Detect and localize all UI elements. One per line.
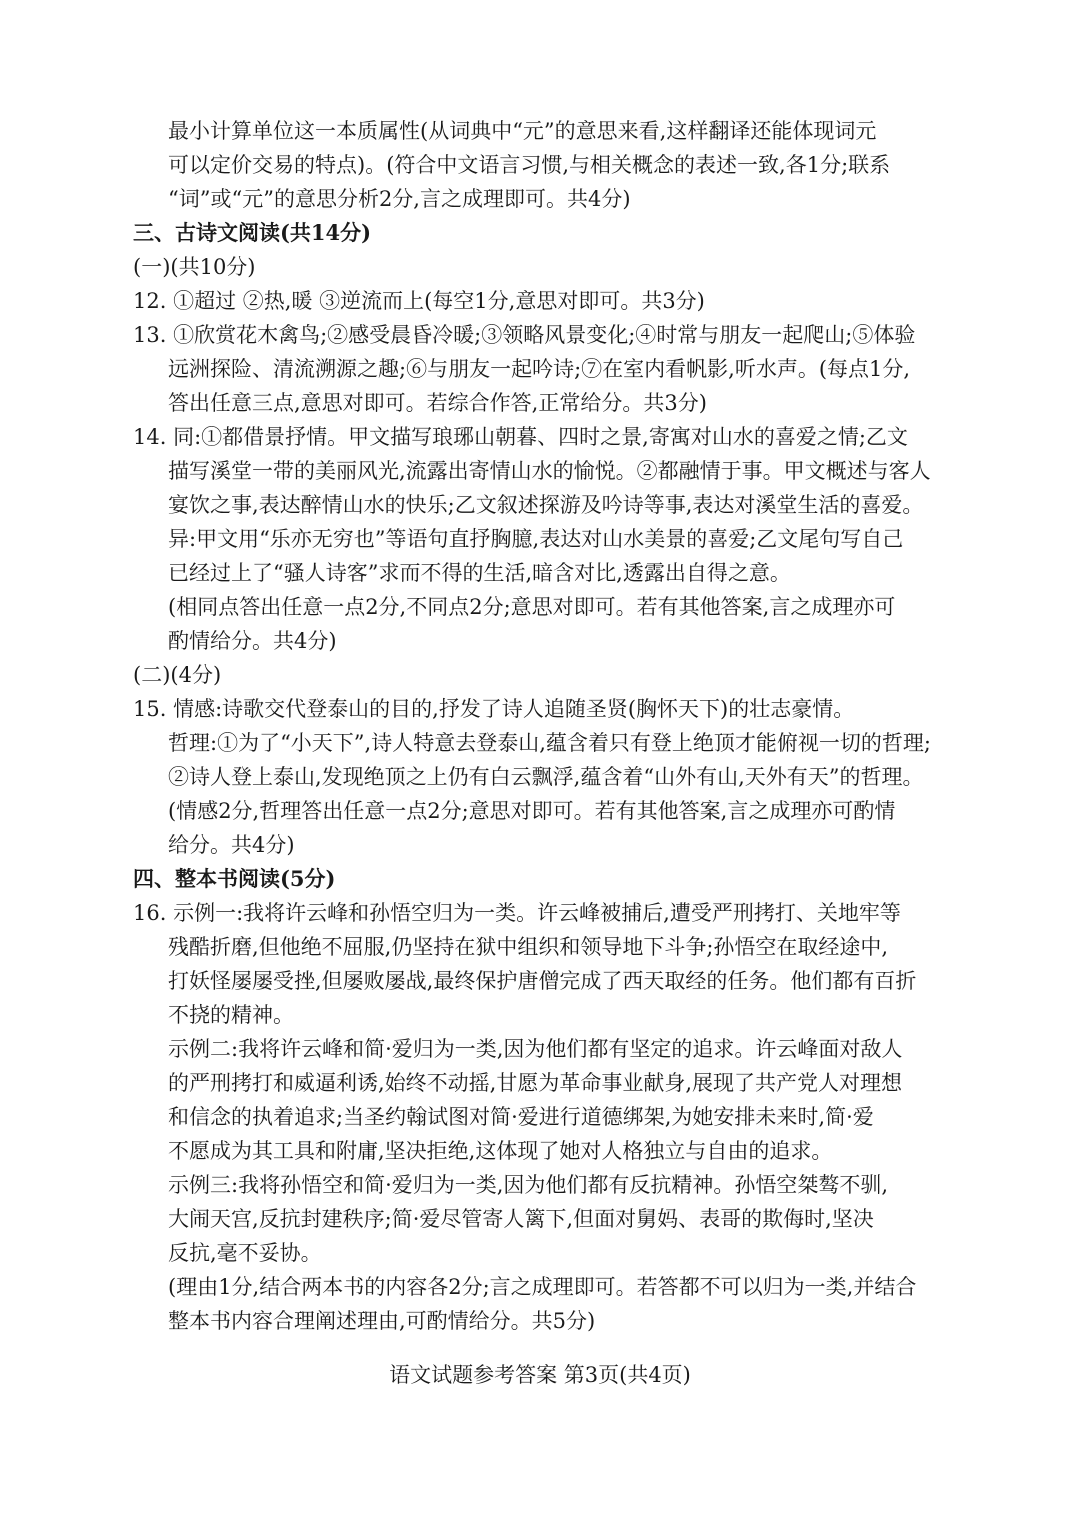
text-line: 哲理:①为了“小天下”,诗人特意去登泰山,蕴含着只有登上绝顶才能俯视一切的哲理; (168, 731, 931, 755)
text-line: 的严刑拷打和威逼利诱,始终不动摇,甘愿为革命事业献身,展现了共产党人对理想 (168, 1071, 903, 1095)
answer-16: 16. 示例一:我将许云峰和孙悟空归为一类。许云峰被捕后,遭受严刑拷打、关地牢等 (133, 901, 901, 925)
section-heading: 三、古诗文阅读(共14分) (133, 220, 372, 245)
text-line: 宴饮之事,表达醉情山水的快乐;乙文叙述探游及吟诗等事,表达对溪堂生活的喜爱。 (168, 493, 924, 517)
answer-15: 15. 情感:诗歌交代登泰山的目的,抒发了诗人追随圣贤(胸怀天下)的壮志豪情。 (133, 697, 855, 721)
text-line: 整本书内容合理阐述理由,可酌情给分。共5分) (168, 1309, 596, 1333)
text-line: 示例二:我将许云峰和简·爱归为一类,因为他们都有坚定的追求。许云峰面对敌人 (168, 1037, 903, 1061)
text-line: ②诗人登上泰山,发现绝顶之上仍有白云飘浮,蕴含着“山外有山,天外有天”的哲理。 (168, 765, 924, 789)
text-line: 不挠的精神。 (168, 1003, 294, 1027)
text-line: 和信念的执着追求;当圣约翰试图对简·爱进行道德绑架,为她安排未来时,简·爱 (168, 1105, 874, 1129)
text-line: 反抗,毫不妥协。 (168, 1241, 322, 1265)
text-line: 远洲探险、清流溯源之趣;⑥与朋友一起吟诗;⑦在室内看帆影,听水声。(每点1分, (168, 357, 911, 381)
text-line: 给分。共4分) (168, 833, 295, 857)
text-line: “词”或“元”的意思分析2分,言之成理即可。共4分) (168, 187, 631, 211)
text-line: 打妖怪屡屡受挫,但屡败屡战,最终保护唐僧完成了西天取经的任务。他们都有百折 (168, 969, 917, 993)
text-line: 最小计算单位这一本质属性(从词典中“元”的意思来看,这样翻译还能体现词元 (168, 119, 877, 143)
subsection-heading: (二)(4分) (133, 663, 222, 687)
section-heading: 四、整本书阅读(5分) (133, 866, 336, 891)
text-line: 残酷折磨,但他绝不屈服,仍坚持在狱中组织和领导地下斗争;孙悟空在取经途中, (168, 935, 889, 959)
text-line: 描写溪堂一带的美丽风光,流露出寄情山水的愉悦。②都融情于事。甲文概述与客人 (168, 459, 931, 483)
text-line: 已经过上了“骚人诗客”求而不得的生活,暗含对比,透露出自得之意。 (168, 561, 791, 585)
text-line: (情感2分,哲理答出任意一点2分;意思对即可。若有其他答案,言之成理亦可酌情 (168, 799, 896, 823)
subsection-heading: (一)(共10分) (133, 255, 256, 279)
text-line: 大闹天宫,反抗封建秩序;简·爱尽管寄人篱下,但面对舅妈、表哥的欺侮时,坚决 (168, 1207, 874, 1231)
text-line: 异:甲文用“乐亦无穷也”等语句直抒胸臆,表达对山水美景的喜爱;乙文尾句写自己 (168, 527, 904, 551)
text-line: 示例三:我将孙悟空和简·爱归为一类,因为他们都有反抗精神。孙悟空桀骜不驯, (168, 1173, 889, 1197)
text-line: 酌情给分。共4分) (168, 629, 337, 653)
text-line: 答出任意三点,意思对即可。若综合作答,正常给分。共3分) (168, 391, 707, 415)
text-line: (相同点答出任意一点2分,不同点2分;意思对即可。若有其他答案,言之成理亦可 (168, 595, 896, 619)
answer-13: 13. ①欣赏花木禽鸟;②感受晨昏冷暖;③领略风景变化;④时常与朋友一起爬山;⑤体验 (133, 323, 916, 347)
answer-12: 12. ①超过 ②热,暖 ③逆流而上(每空1分,意思对即可。共3分) (133, 289, 705, 313)
text-line: 可以定价交易的特点)。(符合中文语言习惯,与相关概念的表述一致,各1分;联系 (168, 153, 891, 177)
answer-14: 14. 同:①都借景抒情。甲文描写琅琊山朝暮、四时之景,寄寓对山水的喜爱之情;乙文 (133, 425, 908, 449)
text-line: (理由1分,结合两本书的内容各2分;言之成理即可。若答都不可以归为一类,并结合 (168, 1275, 917, 1299)
page-footer: 语文试题参考答案 第3页(共4页) (389, 1363, 691, 1387)
text-line: 不愿成为其工具和附庸,坚决拒绝,这体现了她对人格独立与自由的追求。 (168, 1139, 833, 1163)
